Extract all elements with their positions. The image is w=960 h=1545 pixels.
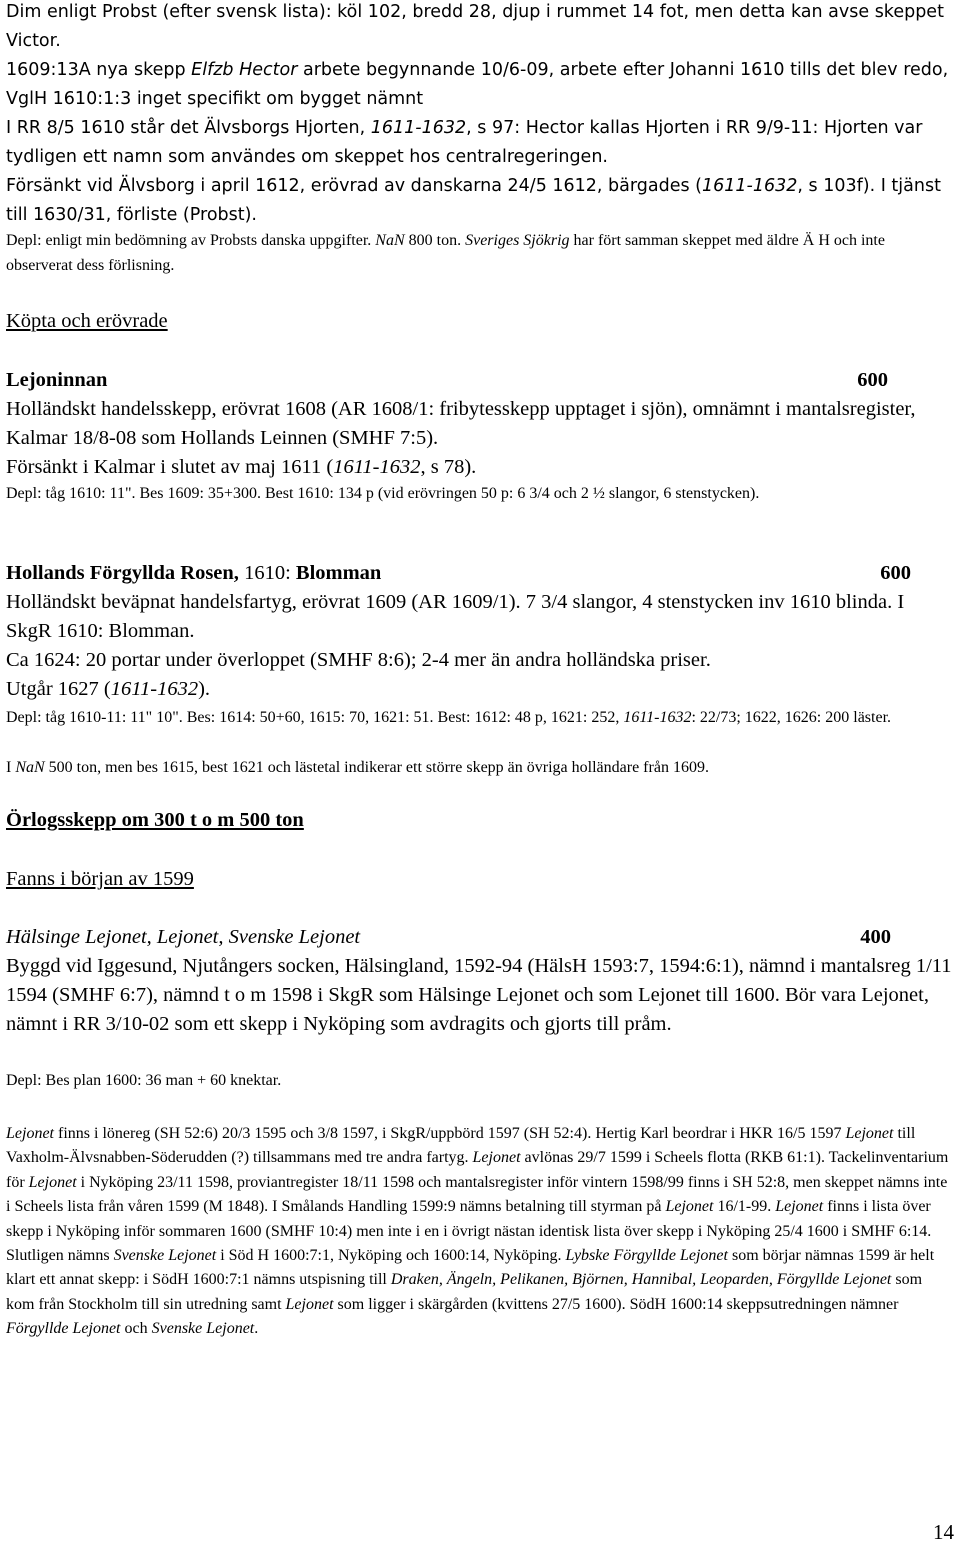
source-reference: NaN [375,232,405,249]
ship-name-italic: Lybske Förgyllde Lejonet [565,1247,728,1265]
source-reference: 1611-1632 [702,176,798,196]
text: Depl: tåg 1610: 11". Bes 1609: 35+300. Best 1610: 134 p (vid erövringen 50 p: 6 3/4 och 2 ½ slangor, 6 stenstycken). [6,485,760,502]
ship-name-italic: Elfzb Hector [191,60,298,80]
text: som börjar nämnas 1599 är helt klart ett annat skepp: i SödH 1600:7:1 nämns utspisning till [6,1247,935,1289]
text: Depl: enligt min bedömning av Probsts danska uppgifter. [6,232,376,249]
ship-depl-rosen [6,705,954,730]
text: finns i lista över skepp i Nyköping inför sommaren 1600 (SMHF 10:4) men inte i en i övrigt nästan identisk lista över skepp i Nyköping 25/4 1600 i SMHF 6:14. Slutligen nämns [6,1198,932,1265]
source-reference: 1611-1632 [623,709,692,726]
source-reference: Sveriges Sjökrig [465,232,570,249]
intro-dim-paragraph [6,0,954,56]
intro-hjorten-paragraph [6,114,954,172]
text: Hollands Förgyllda Rosen, [6,562,239,584]
source-reference: 1611-1632 [333,456,421,478]
text: 1609:13A nya skepp [6,60,192,80]
text: avlönas 29/7 1599 i Scheels flotta (RKB 61:1). Tackelinventarium för [6,1149,949,1191]
ship-tonnage: 400 [860,926,891,948]
ship-heading [6,559,911,588]
ship-fate [6,453,954,482]
text: Köpta och erövrade [6,310,168,332]
section-heading-kopta [6,307,954,336]
ship-depl-lejoninnan [6,481,954,506]
text: : 22/73; 1622, 1626: 200 läster. [691,709,892,726]
ship-heading [6,366,888,395]
text: Depl: tåg 1610-11: 11" 10". Bes: 1614: 50+60, 1615: 70, 1621: 51. Best: 1612: 48 p, 1621: 252, [6,709,624,726]
page-number: 14 [933,1520,954,1544]
text: i Söd H 1600:7:1, Nyköping och 1600:14, Nyköping. [216,1247,566,1265]
ship-name-italic: Lejonet [28,1173,77,1191]
ship-name-italic: Svenske Lejonet [151,1320,255,1338]
ship-depl-halsinge-lejonet [6,1068,954,1093]
section-heading-orlogsskepp [6,806,954,835]
text: 1610: [238,562,296,584]
ship-name-italic: Lejonet [845,1125,894,1142]
ship-name-italic: Lejonet [665,1198,714,1216]
text: Blomman [295,562,382,584]
source-reference: 1611-1632 [110,678,199,700]
text: som ligger i skärgården (kvittens 27/5 1600). SödH 1600:14 skeppsutredningen nämner [333,1295,899,1313]
text: I [6,759,16,776]
ship-name-italic: Lejonet [472,1149,521,1167]
text: Utgår 1627 ( [6,678,111,700]
ship-name-italic: Förgyllde Lejonet [6,1320,121,1338]
text: har fört samman skeppet med äldre Ä H och inte observerat dess förlisning. [6,232,885,274]
ship-name [6,559,381,588]
text: , s 78). [420,456,477,478]
ship-name: Lejoninnan [6,369,108,391]
text: 500 ton, men bes 1615, best 1621 och lästetal indikerar ett större skepp än övriga holländare från 1609. [44,759,709,776]
source-reference: NaN [15,759,45,776]
ship-entry-halsinge-lejonet [6,923,954,1039]
intro-depl-paragraph [6,228,954,278]
text: Fanns i början av 1599 [6,868,194,890]
intro-dim-text: Dim enligt Probst (efter svensk lista): köl 102, bredd 28, djup i rummet 14 fot, men detta kan avse skeppet Victor. [6,2,944,51]
source-reference: 1611-1632 [370,118,467,138]
intro-hector-paragraph [6,56,954,114]
text: Örlogsskepp om 300 t o m 500 ton [6,809,304,831]
text: 800 ton. [404,232,466,249]
ship-entry-rosen [6,559,954,704]
ship-description: Holländskt beväpnat handelsfartyg, erövrat 1609 (AR 1609/1). 7 3/4 slangor, 4 stenstycken inv 1610 blinda. I SkgR 1610: Blomman. [6,591,905,642]
ship-name-italic: Lejonet [285,1295,334,1313]
text: i Nyköping 23/11 1598, proviantregister 18/11 1598 och mantalsregister inför vintern 1598/99 finns i SH 52:8, men skeppet nämns inte i Scheels lista från våren 1599 (M 1848). I Smålands Handling 1599:9 nämns betalning till styrman på [6,1173,948,1216]
text: I RR 8/5 1610 står det Älvsborgs Hjorten, [6,118,371,138]
ship-heading [6,923,891,952]
ship-name-italic: Svenske Lejonet [113,1247,217,1265]
ship-entry-lejoninnan [6,366,954,482]
ship-tonnage: 600 [880,562,911,584]
text: . [254,1320,259,1338]
ship-note-rosen [6,755,954,780]
ship-description: Holländskt handelsskepp, erövrat 1608 (AR 1608/1: fribytesskepp upptaget i sjön), omnämnt i mantalsregister, Kalmar 18/8-08 som Hollands Leinnen (SMHF 7:5). [6,398,916,449]
text: Depl: Bes plan 1600: 36 man + 60 knektar. [6,1072,282,1089]
text: , s 103f). I tjänst till 1630/31, förliste (Probst). [6,176,941,225]
text: till Vaxholm-Älvsnabben-Söderudden (?) tillsammans med tre andra fartyg. [6,1125,916,1167]
text: Försänkt vid Älvsborg i april 1612, erövrad av danskarna 24/5 1612, bärgades ( [6,176,702,196]
text: finns i lönereg (SH 52:6) 20/3 1595 och 3/8 1597, i SkgR/uppbörd 1597 (SH 52:4). Hertig Karl beordrar i HKR 16/5 1597 [54,1125,846,1142]
text: ). [198,678,211,700]
ship-name-italic: Draken, Ängeln, Pelikanen, Björnen, Hannibal, Leoparden, Förgyllde Lejonet [390,1271,892,1289]
text: 16/1-99. [713,1198,776,1216]
text: , s 97: Hector kallas Hjorten i RR 9/9-11: Hjorten var tydligen ett namn som användes om skeppet hos centralregeringen. [6,118,923,167]
ship-name: Hälsinge Lejonet, Lejonet, Svenske Lejonet [6,926,361,948]
text: som kom från Stockholm till sin utredning samt [6,1271,923,1313]
text: arbete begynnande 10/6-09, arbete efter Johanni 1610 tills det blev redo, VglH 1610:1:3 inget specifikt om bygget nämnt [6,60,949,109]
ship-name-italic: Lejonet [775,1198,824,1216]
ship-name-italic: Lejonet [6,1125,54,1142]
text: och [120,1320,152,1338]
ship-portar: Ca 1624: 20 portar under överloppet (SMHF 8:6); 2-4 mer än andra holländska priser. [6,649,711,671]
text: Försänkt i Kalmar i slutet av maj 1611 ( [6,456,334,478]
ship-fate [6,675,954,704]
lejonet-note-paragraph [6,1122,954,1342]
section-heading-fanns [6,865,954,894]
intro-forsankt-paragraph [6,172,954,230]
ship-tonnage: 600 [857,369,888,391]
ship-description: Byggd vid Iggesund, Njutångers socken, Hälsingland, 1592-94 (HälsH 1593:7, 1594:6:1), nämnd i mantalsreg 1/11 1594 (SMHF 6:7), nämnd t o m 1598 i SkgR som Hälsinge Lejonet och som Lejonet till 1600. Bör vara Lejonet, nämnt i RR 3/10-02 som ett skepp i Nyköping som avdragits och gjorts till pråm. [6,955,952,1035]
